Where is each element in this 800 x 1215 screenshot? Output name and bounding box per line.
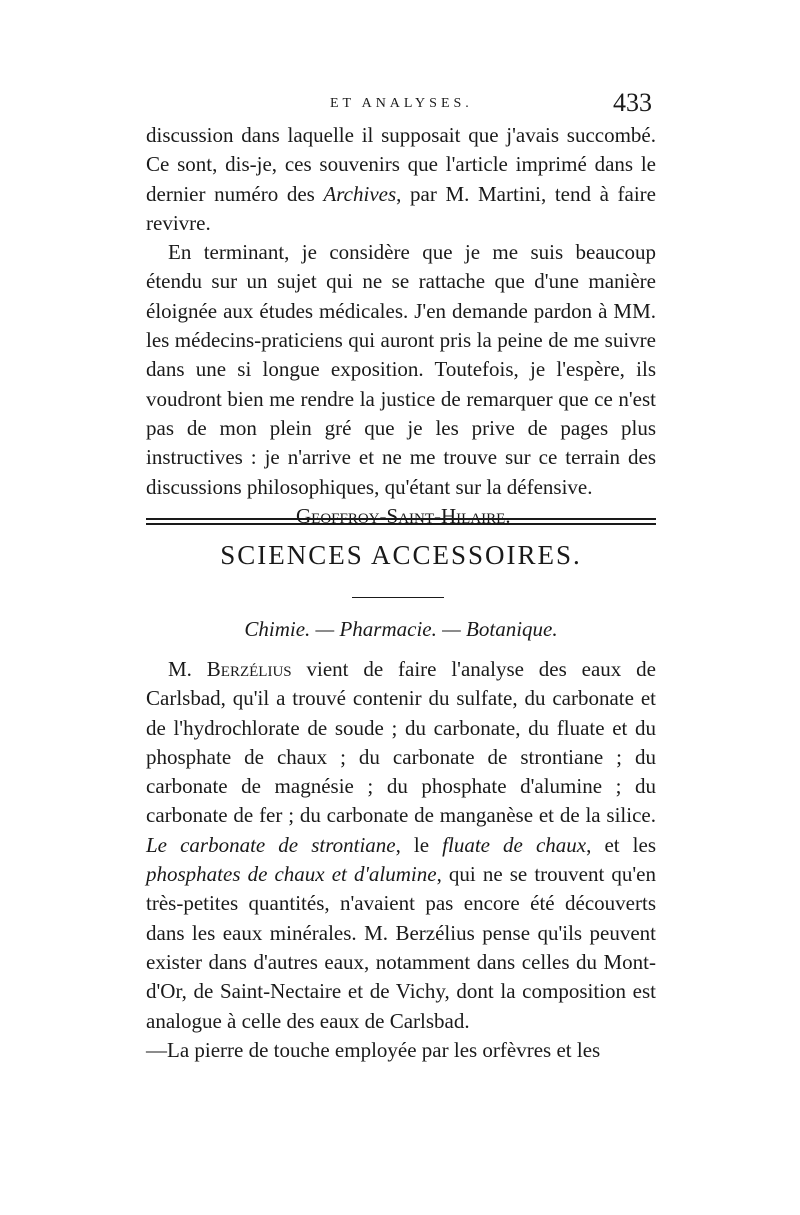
top-text-block [146, 121, 656, 531]
section-title: SCIENCES ACCESSOIRES. [220, 540, 582, 570]
final-paragraph: En terminant, je considère que je me suis beaucoup étendu sur un sujet qui ne se rattache que d'une manière éloignée aux études médicales. J'en demande pardon à MM. les médecins-praticiens qui auront pris la peine de me suivre dans une si longue exposition. Toutefois, je l'espère, ils voudront bien me rendre la justice de remarquer que ce n'est pas de mon plein gré que je les prive de pages plus instructives : je n'arrive et ne me trouve sur ce terrain des discussions philosophiques, qu'étant sur la défensive. [146, 240, 656, 499]
author-signature: Geoffroy-Saint-Hilaire. [296, 503, 511, 528]
closing-paragraph [146, 121, 656, 238]
journal-title: Archives [323, 181, 397, 206]
paragraph-text: , par M. Martini, tend à faire revivre. [146, 181, 656, 235]
italic-term: fluate de chaux [442, 832, 587, 857]
italic-term: Le carbonate de strontiane [146, 832, 396, 857]
main-text-block [146, 655, 656, 1065]
double-rule-top [146, 518, 656, 520]
berzelius-paragraph [146, 655, 656, 1036]
paragraph-text: discussion dans laquelle il supposait que j'avais succombé. Ce sont, dis-je, ces souvenirs que l'article imprimé dans le dernier numéro des [146, 123, 656, 206]
next-paragraph: —La pierre de touche employée par les orfèvres et les [146, 1037, 601, 1062]
signature-line [146, 502, 656, 531]
paragraph-text: , le [395, 832, 443, 857]
double-rule-bottom [146, 523, 656, 525]
italic-term: phosphates de chaux et d'alumine [146, 862, 437, 887]
running-head: ET ANALYSES. [330, 96, 473, 111]
page-number: 433 [613, 88, 652, 117]
paragraph-text: , et les [586, 832, 656, 857]
author-name: M. Berzélius [168, 657, 292, 681]
paragraph-text: , qui ne se trouvent qu'en très-petites quantités, n'avaient pas encore été découverts dans les eaux minérales. M. Berzélius pense qu'ils peuvent exister dans d'autres eaux, notamment dans celles du Mont-d'Or, de Saint-Nectaire et de Vichy, dont la composition est analogue à celle des eaux de Carlsbad. [146, 862, 656, 1033]
paragraph-text: vient de faire l'analyse des eaux de Carlsbad, qu'il a trouvé contenir du sulfate, du carbonate et de l'hydrochlorate de soude ; du carbonate, du fluate et du phosphate de chaux ; du carbonate de strontiane ; du carbonate de magnésie ; du phosphate d'alumine ; du carbonate de fer ; du carbonate de manganèse et de la silice. [146, 657, 656, 828]
section-subtitle: Chimie. — Pharmacie. — Botanique. [244, 617, 558, 641]
title-underline [352, 597, 444, 598]
